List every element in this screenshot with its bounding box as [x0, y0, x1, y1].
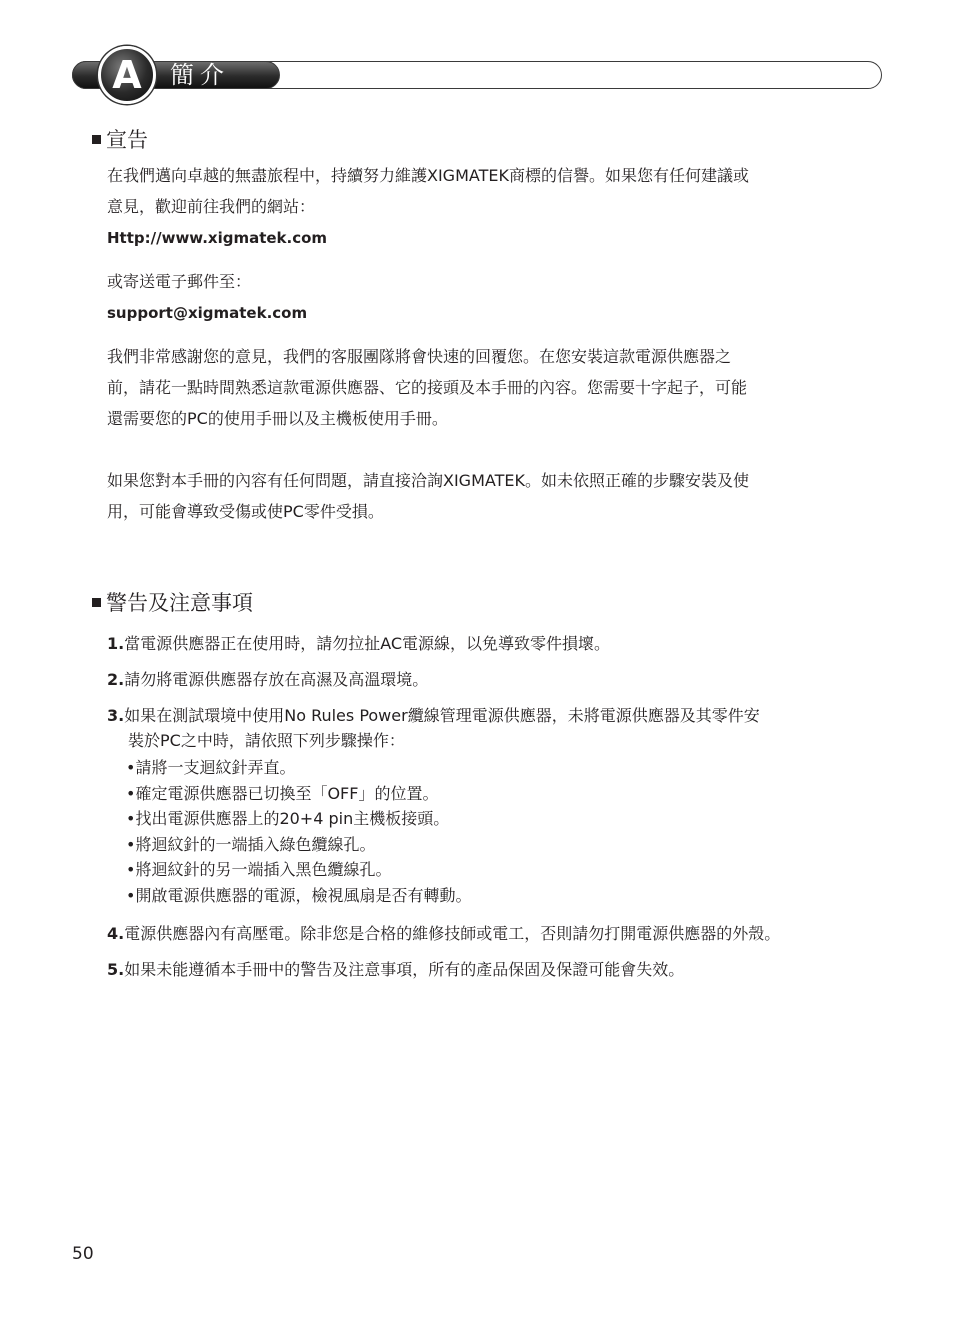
section-letter: A	[112, 53, 142, 97]
email-label: 或寄送電子郵件至：	[107, 272, 252, 291]
square-bullet-icon	[92, 135, 101, 144]
square-bullet-icon	[92, 598, 101, 607]
warning-item: 2.請勿將電源供應器存放在高濕及高溫環境。	[107, 670, 429, 689]
test-steps-list	[126, 755, 471, 908]
notice-heading: 宣告	[92, 126, 148, 154]
warnings-heading: 警告及注意事項	[92, 589, 253, 617]
list-item: •請將一支迴紋針弄直。	[126, 758, 296, 777]
list-item: •將迴紋針的另一端插入黑色纜線孔。	[126, 860, 392, 879]
section-header-banner	[72, 46, 882, 108]
notice-thanks: 我們非常感謝您的意見，我們的客服團隊將會快速的回覆您。在您安裝這款電源供應器之 前，請花一點時間熟悉這款電源供應器、它的接頭及本手冊的內容。您需要十字起子，可能 還需要您的PC的使用手冊以及主機板使用手冊。	[107, 347, 748, 428]
section-title: 簡介	[170, 61, 230, 89]
page-number: 50	[72, 1244, 94, 1264]
support-email[interactable]: support@xigmatek.com	[107, 304, 308, 322]
list-item: •確定電源供應器已切換至「OFF」的位置。	[126, 783, 439, 803]
list-item: •將迴紋針的一端插入綠色纜線孔。	[126, 834, 376, 854]
list-item: •開啟電源供應器的電源，檢視風扇是否有轉動。	[126, 885, 472, 905]
list-item: •找出電源供應器上的20+4 pin主機板接頭。	[126, 809, 450, 828]
warning-item: 3.如果在測試環境中使用No Rules Power纜線管理電源供應器，未將電源供應器及其零件安 裝於PC之中時，請依照下列步驟操作：	[107, 706, 760, 750]
website-url[interactable]: Http://www.xigmatek.com	[107, 229, 328, 247]
notice-intro: 在我們邁向卓越的無盡旅程中，持續努力維護XIGMATEK商標的信譽。如果您有任何建議或 意見，歡迎前往我們的網站：	[107, 166, 749, 216]
notice-contact: 如果您對本手冊的內容有任何問題，請直接洽詢XIGMATEK。如未依照正確的步驟安裝及使 用，可能會導致受傷或使PC零件受損。	[107, 471, 749, 521]
warning-item: 1.當電源供應器正在使用時，請勿拉扯AC電源線，以免導致零件損壞。	[107, 634, 611, 653]
warning-item: 4.電源供應器內有高壓電。除非您是合格的維修技師或電工，否則請勿打開電源供應器的外殼。	[107, 924, 781, 943]
warning-item: 5.如果未能遵循本手冊中的警告及注意事項，所有的產品保固及保證可能會失效。	[107, 960, 685, 979]
